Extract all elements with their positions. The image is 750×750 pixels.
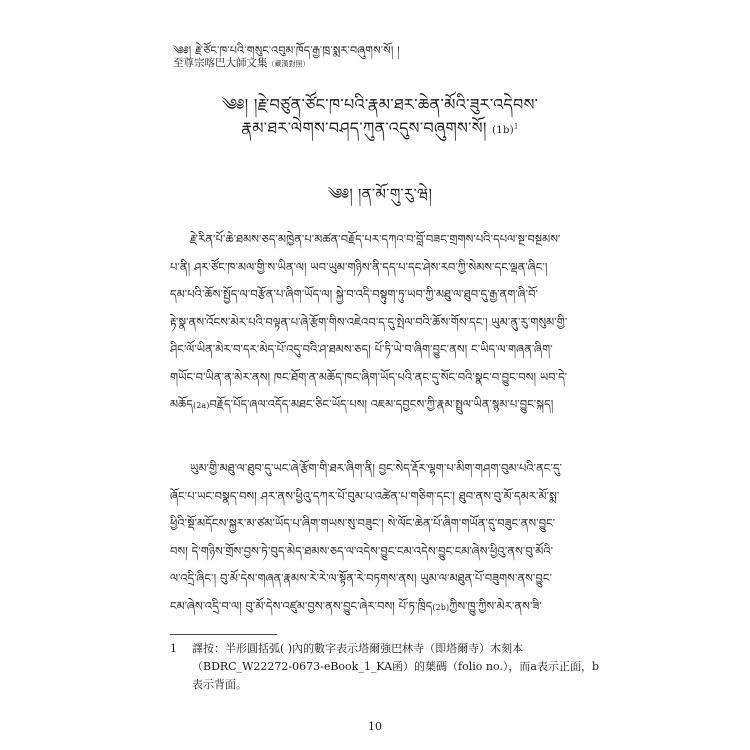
paragraph-1 — [170, 226, 580, 420]
paragraph-line: གཡོང་བ་ཡིན་ན་མེར་ནས། ཁང་ཐོག་ན་མཆོད་ཁང་ཞིག་ཡོད་པའི་ནང་དུ་སོང་བའི་སྣང་བ་བྱུང་བས། ཡབ་དེ་ — [170, 369, 568, 384]
paragraph-line: ཕྱིའི་སྡོ་མདོངས་སྐྱར་མ་ཙམ་ཡོད་པ་ཞིག་གཡས་སུ་བཟུང་། སེ་ལོང་ཆེན་པོ་ཞིག་གཡོན་དུ་བཟུང་ནས་བྱུང་ — [170, 516, 556, 530]
paragraph-line: རྗེ་རིན་པོ་ཆེ་ཐམས་ཅད་མཁྱེན་པ་མཚན་བརྗོད་པར་དཀའ་བ་བློ་བཟང་གྲགས་པའི་དཔལ་སྔ་བསྔམས་ — [190, 232, 561, 246]
main-title — [170, 94, 590, 142]
title-line-2 — [170, 116, 590, 142]
footnote-text: 譯按：半形圓括弧( )內的數字表示塔爾強巴林寺（即塔爾寺）木刻本（BDRC_W22272-0673-eBook_1_KA函）的葉碼（folio no.），而a表示正面，b表示背面。 — [192, 642, 600, 691]
running-head-edition: （藏漢對照） — [267, 60, 310, 68]
title-line-1: ༄༅། །རྗེ་བཙུན་ཙོང་ཁ་པའི་རྣམ་ཐར་ཆེན་མོའི་ཟུར་འདེབས་ — [221, 95, 539, 114]
running-head-chinese — [173, 55, 310, 70]
line-text: ཀྱིས་ཁྱུ་ཀྱིས་མེར་ནས་ཟི་ — [449, 598, 542, 613]
footnote — [170, 640, 600, 694]
paragraph-line — [170, 593, 580, 622]
line-text: ངམ་ཞེས་འདྲི་བ་ལ། བུ་མོ་དེས་འཛུམ་བྱས་ནས་བྱུང་ཞེར་བས། པོ་ཏ་ཁྲིད — [170, 598, 433, 613]
running-head-title: 至尊宗喀巴大師文集 — [173, 57, 268, 69]
paragraph-line: ལ་འདྲི་ཞིང་། བུ་མོ་དེས་གཞན་རྣམས་རེ་རེ་ལ་སྟོན་རེ་བཏགས་ནས། ཡུམ་ལ་མཐུན་པོ་བཟུགས་ནས་བྱུང་ — [170, 571, 552, 585]
paragraph-line: རྟེ་སྣ་ནས་འོངས་མེར་པའི་བལྟན་པ་ཞེ་རྩོག་གིས་འཇེའབ་ད་དུ་སྤེལ་བའི་ཆོས་གོས་དང་། ཡུམ་ནུ་རུ་གསུམ་གྱི་ — [170, 314, 568, 329]
paragraph-line: ཡུམ་གྱི་མཐུ་ལ་ཐུབ་དུ་ཡང་ཞེ་རྩོག་གི་ཐར་ཞིག་ནི། བྱང་སེད་རྡོར་ལྷག་པ་མིག་གཤག་བུམ་པའི་ནང་དུ་ — [190, 461, 563, 475]
paragraph-line: པ་ནི། ཤར་ཙོང་ཁ་མལ་གྱི་ས་ཡིན་ལ། ཡབ་ཡུམ་གཉིས་ནི་དད་པ་དང་ཤེས་རབ་ཀྱི་སེམས་དང་ལྡན་ཞིང་། — [170, 259, 548, 274]
title-folio-ref: $(1b)^1$ — [492, 123, 519, 137]
folio-marker: (2a) — [193, 401, 210, 410]
folio-marker: (2b) — [432, 602, 450, 612]
page-number: 10 — [368, 720, 382, 733]
paragraph-line: ཞོང་པ་ཡང་བསྣད་བས། ཤར་ནས་ཕྱིའུ་དཀར་པོ་བུམ་པ་འཚེན་པ་གཅིག་དང་། ཐུབ་ནས་བུ་མོ་དམར་མོ་སྨ་ — [170, 488, 560, 503]
footnote-marker[interactable]: 1 — [513, 123, 519, 131]
paragraph-2 — [170, 455, 580, 621]
paragraph-line: ཤིང་ལོ་ཡིན་མེར་བ་དར་མེད་པོ་འདུ་བའི་ཤ་ཐམས་ཅད། པོ་ཏི་ཡེ་བ་ཞིག་བྱུང་ནས། ང་ཡིད་ལ་གཞན་ཞིག་ — [170, 342, 553, 356]
paragraph-line: བས། དེ་གཉིས་གྲོས་བྱས་ཏེ་བུད་མེད་ཐམས་ཅད་ལ་འདེས་བྱུང་ངམ་འདེས་བྱུང་ངམ་ཞེས་ཕྱིའུ་ནས་བུ་མོའི་ — [170, 543, 554, 558]
paragraph-line — [170, 391, 580, 420]
line-text: མཆོད — [170, 397, 194, 411]
title-line-2-text: རྣམ་ཐར་ལེགས་བཤད་ཀུན་འདུས་བཞུགས་སོ། — [241, 118, 487, 138]
running-head-tibetan: ༄༅། རྗེ་ཙོང་ཁ་པའི་གསུང་འབུམ་ཁོད་རྒྱ་ཁྲ་སྨར་བཞུགས་སོ། ། — [173, 44, 400, 57]
footnote-number: 1 — [170, 642, 177, 655]
paragraph-line: དམ་པའི་ཆོས་སྤྱོད་ལ་བརྩོན་པ་ཞིག་ཡོད་ལ། སྐྱེ་བ་འདི་བསྟུག་ཏུ་ཡབ་ཀྱི་མཐུ་ལ་ཐུབ་དུ་རྒྱ་ནག་ཞི་བོ་ — [170, 287, 538, 301]
footnote-divider — [170, 634, 277, 635]
line-text: བརྗོད་པོད་ཞལ་འདོད་མཐང་ཅིང་ཡོད་པས། འཇམ་དབྱངས་ཀྱི་རྣམ་སྤྲུལ་ཡིན་སྙམ་པ་བྱུང་སྐད། — [209, 397, 554, 411]
invocation-line: ༄༅། །ན་མོ་གུ་རུ་ཝེ། — [327, 185, 433, 203]
